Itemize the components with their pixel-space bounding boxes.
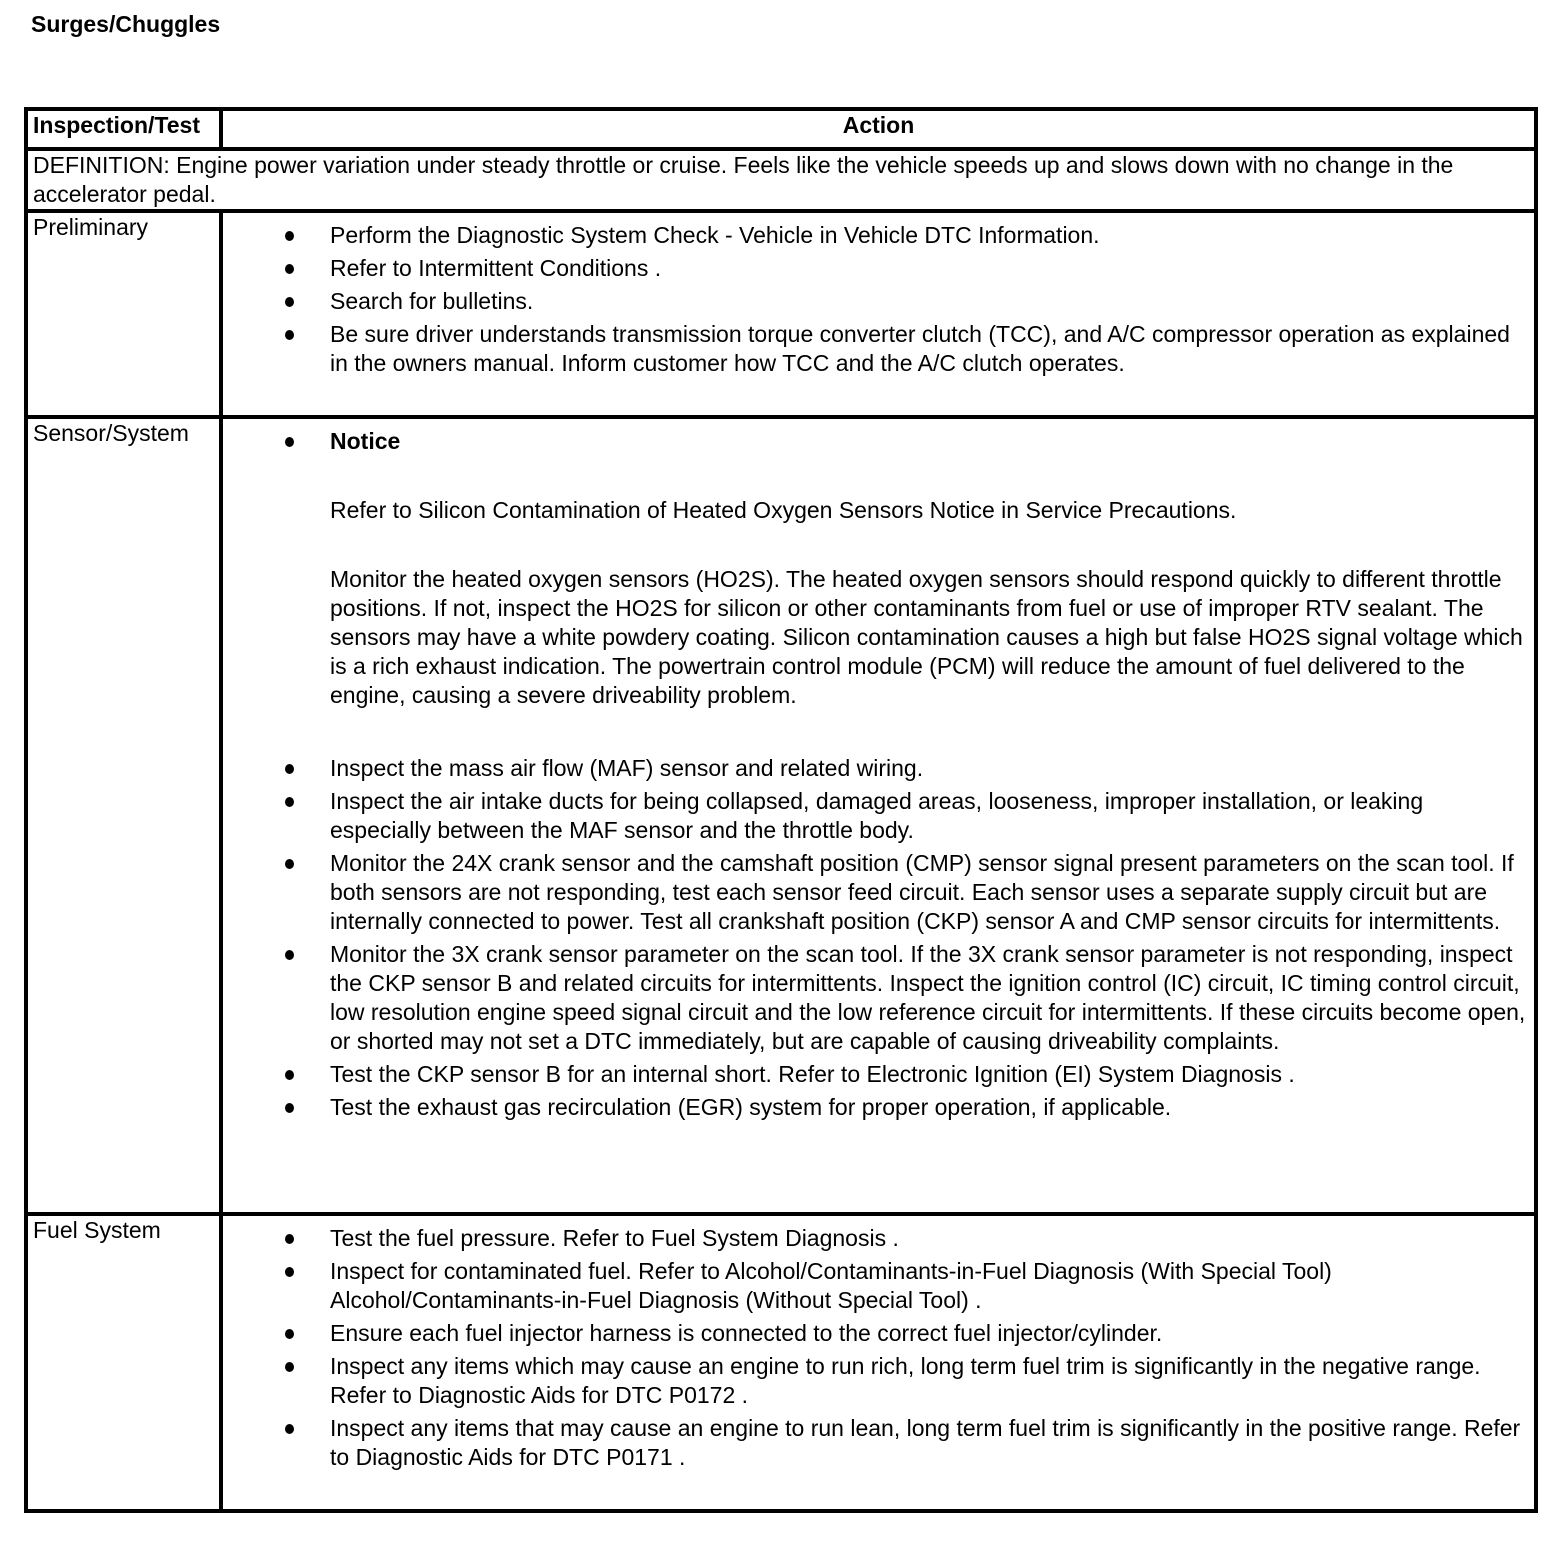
page-title: Surges/Chuggles [31, 11, 221, 37]
list-item: Refer to Intermittent Conditions . [228, 254, 1529, 283]
bullet-icon [285, 1103, 294, 1113]
bullet-icon [285, 1267, 294, 1277]
bullet-icon [285, 764, 294, 774]
list-item: Inspect any items that may cause an engine to run lean, long term fuel trim is significantly in the positive range. Refer to Diagnostic Aids for DTC P0171 . [228, 1414, 1529, 1472]
notice-body: Monitor the heated oxygen sensors (HO2S). The heated oxygen sensors should respond quickly to different throttle positions. If not, inspect the HO2S for silicon or other contaminants from fuel or use of improper RTV sealant. The sensors may have a white powdery coating. Silicon contamination causes a high but false HO2S signal voltage which is a rich exhaust indication. The powertrain control module (PCM) will reduce the amount of fuel delivered to the engine, causing a severe driveability problem. [330, 566, 1523, 708]
notice-heading: Notice [330, 428, 401, 454]
bullet-icon [285, 950, 294, 960]
bullet-icon [285, 1234, 294, 1244]
table-row [26, 417, 1536, 1214]
bullet-icon [285, 797, 294, 807]
row-actions-preliminary [221, 211, 1536, 417]
definition-text: DEFINITION: Engine power variation under steady throttle or cruise. Feels like the vehicle speeds up and slows down with no change in the accelerator pedal. [26, 149, 1536, 211]
table-row [26, 211, 1536, 417]
definition-row [26, 149, 1536, 211]
bullet-list [228, 1216, 1529, 1472]
list-item: Test the exhaust gas recirculation (EGR) system for proper operation, if applicable. [228, 1093, 1529, 1122]
row-label-preliminary: Preliminary [26, 211, 221, 417]
list-item: Inspect the mass air flow (MAF) sensor and related wiring. [228, 754, 1529, 783]
notice-reference: Refer to Silicon Contamination of Heated Oxygen Sensors Notice in Service Precautions. [330, 497, 1237, 523]
table-header-row [26, 109, 1536, 149]
list-item: Test the fuel pressure. Refer to Fuel System Diagnosis . [228, 1224, 1529, 1253]
bullet-icon [285, 1424, 294, 1434]
bullet-icon [285, 437, 294, 447]
bullet-icon [285, 1329, 294, 1339]
bullet-icon [285, 1362, 294, 1372]
list-item: Inspect any items which may cause an engine to run rich, long term fuel trim is significantly in the negative range. Refer to Diagnostic Aids for DTC P0172 . [228, 1352, 1529, 1410]
list-item: Inspect the air intake ducts for being collapsed, damaged areas, looseness, improper installation, or leaking especially between the MAF sensor and the throttle body. [228, 787, 1529, 845]
bullet-icon [285, 264, 294, 274]
row-actions-fuel-system [221, 1214, 1536, 1511]
row-actions-sensor-system [221, 417, 1536, 1214]
header-inspection-test: Inspection/Test [26, 109, 221, 149]
list-item: Be sure driver understands transmission torque converter clutch (TCC), and A/C compressor operation as explained in the owners manual. Inform customer how TCC and the A/C clutch operates. [228, 320, 1529, 378]
table-row [26, 1214, 1536, 1511]
list-item: Perform the Diagnostic System Check - Vehicle in Vehicle DTC Information. [228, 221, 1529, 250]
bullet-icon [285, 297, 294, 307]
list-item: Ensure each fuel injector harness is connected to the correct fuel injector/cylinder. [228, 1319, 1529, 1348]
bullet-icon [285, 859, 294, 869]
bullet-icon [285, 231, 294, 241]
list-item: Inspect for contaminated fuel. Refer to Alcohol/Contaminants-in-Fuel Diagnosis (With Special Tool) Alcohol/Contaminants-in-Fuel Diagnosis (Without Special Tool) . [228, 1257, 1529, 1315]
bullet-list [228, 419, 1529, 1122]
list-item: Search for bulletins. [228, 287, 1529, 316]
bullet-icon [285, 1070, 294, 1080]
list-item: Test the CKP sensor B for an internal short. Refer to Electronic Ignition (EI) System Diagnosis . [228, 1060, 1529, 1089]
row-label-fuel-system: Fuel System [26, 1214, 221, 1511]
header-action: Action [221, 109, 1536, 149]
list-item: Monitor the 24X crank sensor and the camshaft position (CMP) sensor signal present parameters on the scan tool. If both sensors are not responding, test each sensor feed circuit. Each sensor uses a separate supply circuit but are internally connected to power. Test all crankshaft position (CKP) sensor A and CMP sensor circuits for intermittents. [228, 849, 1529, 936]
diagnostic-table [24, 107, 1538, 1513]
bullet-list [228, 213, 1529, 378]
bullet-icon [285, 330, 294, 340]
notice-item [228, 427, 1529, 710]
row-label-sensor-system: Sensor/System [26, 417, 221, 1214]
list-item: Monitor the 3X crank sensor parameter on the scan tool. If the 3X crank sensor parameter is not responding, inspect the CKP sensor B and related circuits for intermittents. Inspect the ignition control (IC) circuit, IC timing control circuit, low resolution engine speed signal circuit and the low reference circuit for intermittents. If these circuits become open, or shorted may not set a DTC immediately, but are capable of causing driveability complaints. [228, 940, 1529, 1056]
